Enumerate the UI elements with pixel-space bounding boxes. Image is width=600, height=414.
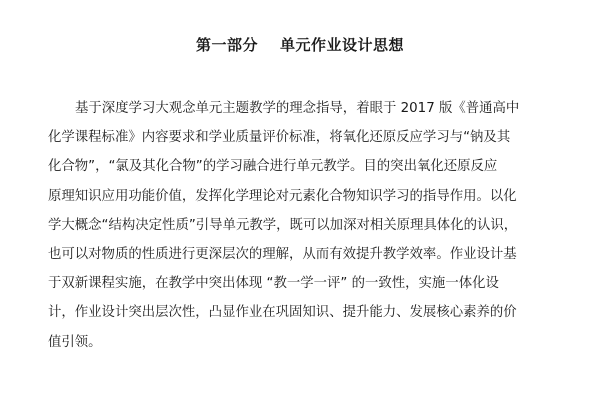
paragraph-line: 学大概念“结构决定性质”引导单元教学，既可以加深对相关原理具体化的认识， xyxy=(48,217,518,233)
section-title: 单元作业设计思想 xyxy=(280,36,405,54)
paragraph-line: 值引领。 xyxy=(48,334,102,350)
paragraph-line: 化学课程标准》内容要求和学业质量评价标准，将氧化还原反应学习与“钠及其 xyxy=(48,130,511,146)
paragraph-line: 化合物”，“氯及其化合物”的学习融合进行单元教学。目的突出氧化还原反应 xyxy=(48,159,498,175)
section-number: 第一部分 xyxy=(195,36,258,54)
paragraph-line: 计，作业设计突出层次性，凸显作业在巩固知识、提升能力、发展核心素养的价 xyxy=(48,305,517,321)
paragraph-line: 基于深度学习大观念单元主题教学的理念指导，着眼于 2017 版《普通高中 xyxy=(75,101,520,116)
body-paragraph xyxy=(48,94,576,357)
section-heading xyxy=(0,35,600,55)
paragraph-line: 原理知识应用功能价值，发挥化学理论对元素化合物知识学习的指导作用。以化 xyxy=(48,188,517,204)
paragraph-line: 也可以对物质的性质进行更深层次的理解，从而有效提升教学效率。作业设计基 xyxy=(48,246,517,262)
paragraph-line: 于双新课程实施，在教学中突出体现 “教一学一评” 的一致性，实施一体化设 xyxy=(48,276,499,292)
